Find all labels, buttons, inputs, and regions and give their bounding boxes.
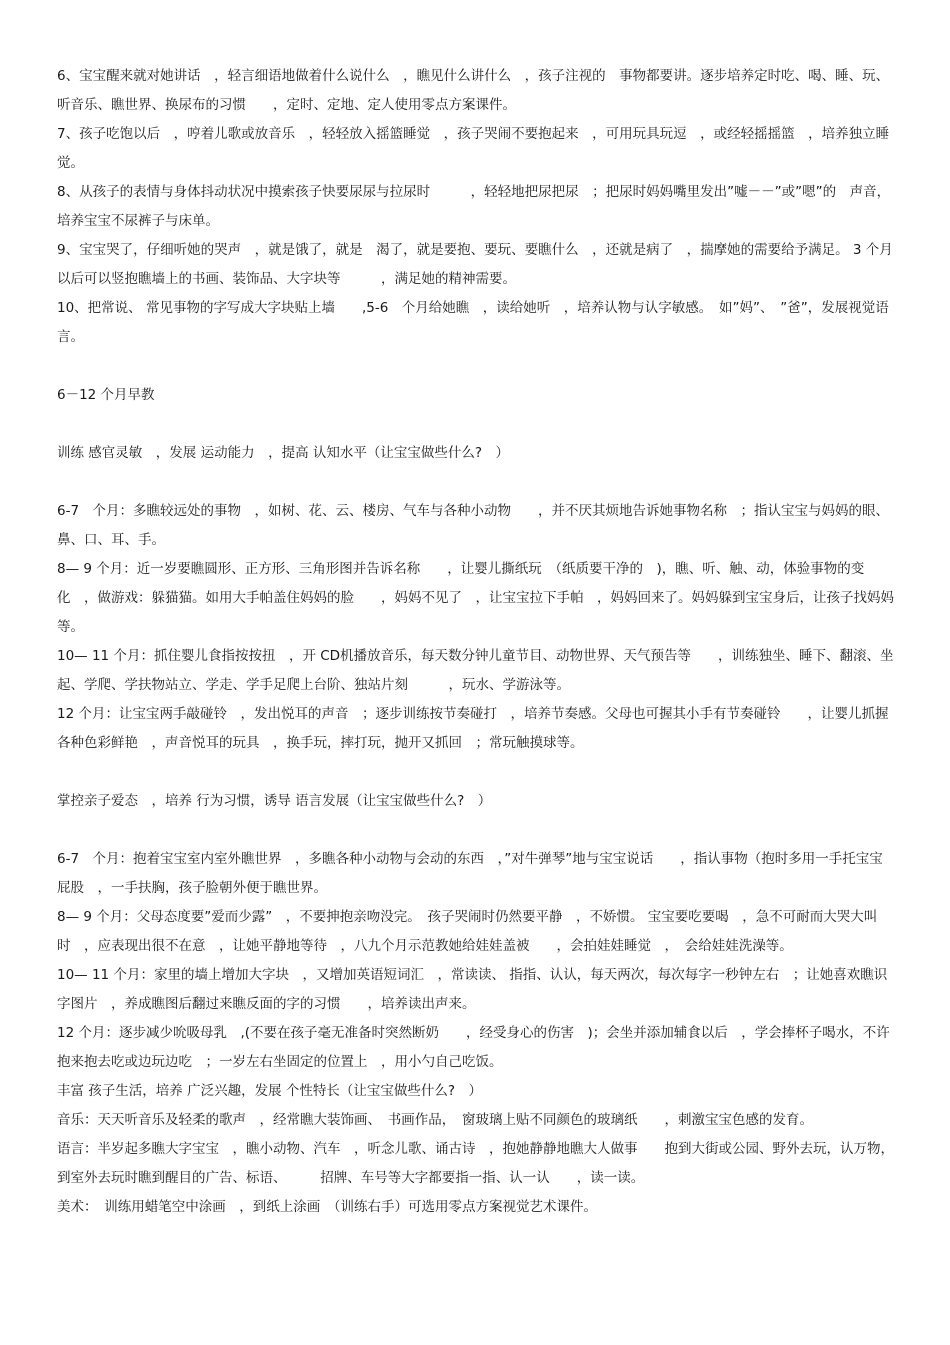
spacer xyxy=(57,410,895,439)
subsection-heading: 丰富 孩子生活，培养 广泛兴趣，发展 个性特长（让宝宝做些什么? ） xyxy=(57,1083,483,1099)
document-page xyxy=(57,62,901,1222)
list-item: 9、宝宝哭了，仔细听她的哭声 ，就是饿了，就是 渴了，就是要抱、要玩、要瞧什么 ，还就是病了 ，揣摩她的需要给予满足。 3 个月以后可以竖抱瞧墙上的书画、装饰品、大字块等 ，满足她的精神需要。 xyxy=(57,242,893,287)
list-item: 美术： 训练用蜡笔空中涂画 ，到纸上涂画 （训练右手）可选用零点方案视觉艺术课件。 xyxy=(57,1199,597,1215)
list-item: 8— 9 个月：父母态度要”爱而少露” ，不要抻抱亲吻没完。 孩子哭闹时仍然要平静 ，不娇惯。 宝宝要吃要喝 ，急不可耐而大哭大叫时 ，应表现出很不在意 ，让她平静地等待 ，八九个月示范教她给娃娃盖被 ，会拍娃娃睡觉 ， 会给娃娃洗澡等。 xyxy=(57,909,878,954)
spacer xyxy=(57,468,895,497)
spacer xyxy=(57,816,895,845)
list-item: 10— 11 个月：家里的墙上增加大字块 ，又增加英语短词汇 ，常读读、 指指、认认，每天两次，每次每字一秒钟左右 ；让她喜欢瞧识字图片 ，养成瞧图后翻过来瞧反面的字的习惯 ，培养读出声来。 xyxy=(57,967,888,1012)
spacer xyxy=(57,758,895,787)
list-item: 12 个月：让宝宝两手敲碰铃 ，发出悦耳的声音 ；逐步训练按节奏碰打 ，培养节奏感。父母也可握其小手有节奏碰铃 ，让婴儿抓握各种色彩鲜艳 ，声音悦耳的玩具 ，换手玩，摔打玩，抛开又抓回 ；常玩触摸球等。 xyxy=(57,706,889,751)
list-item: 音乐：天天听音乐及轻柔的歌声 ，经常瞧大装饰画、 书画作品， 窗玻璃上贴不同颜色的玻璃纸 ，刺激宝宝色感的发育。 xyxy=(57,1112,813,1128)
list-item: 语言：半岁起多瞧大字宝宝 ，瞧小动物、汽车 ，听念儿歌、诵古诗 ，抱她静静地瞧大人做事 抱到大街或公园、野外去玩，认万物， 到室外去玩时瞧到醒目的广告、标语、 招牌、车号等大字都要指一指、认一认 ，读一读。 xyxy=(57,1141,901,1186)
list-item: 6、宝宝醒来就对她讲话 ，轻言细语地做着什么说什么 ，瞧见什么讲什么 ，孩子注视的 事物都要讲。逐步培养定时吃、喝、睡、玩、听音乐、瞧世界、换尿布的习惯 ，定时、定地、定人使用零点方案课件。 xyxy=(57,68,890,113)
list-item: 6-7 个月：多瞧较远处的事物 ，如树、花、云、楼房、气车与各种小动物 ，并不厌其烦地告诉她事物名称 ；指认宝宝与妈妈的眼、鼻、口、耳、手。 xyxy=(57,503,890,548)
list-item: 12 个月：逐步减少吮吸母乳 ,(不要在孩子毫无准备时突然断奶 ，经受身心的伤害 )；会坐并添加辅食以后 ，学会捧杯子喝水，不许抱来抱去吃或边玩边吃 ；一岁左右坐固定的位置上 ，用小勺自己吃饭。 xyxy=(57,1025,890,1070)
section-title: 6－12 个月早教 xyxy=(57,387,155,403)
list-item: 7、孩子吃饱以后 ，哼着儿歌或放音乐 ，轻轻放入摇篮睡觉 ，孩子哭闹不要抱起来 ，可用玩具玩逗 ，或经轻摇摇篮 ，培养独立睡觉。 xyxy=(57,126,890,171)
spacer xyxy=(57,352,895,381)
subsection-heading: 训练 感官灵敏 ，发展 运动能力 ，提高 认知水平（让宝宝做些什么? ） xyxy=(57,445,510,461)
list-item: 8— 9 个月：近一岁要瞧圆形、正方形、三角形图并告诉名称 ，让婴儿撕纸玩 （纸质要干净的 )，瞧、听、触、动，体验事物的变化 ，做游戏：躲猫猫。如用大手帕盖住妈妈的脸 ，妈妈不见了 ，让宝宝拉下手帕 ，妈妈回来了。妈妈躲到宝宝身后，让孩子找妈妈等。 xyxy=(57,561,894,635)
list-item: 8、从孩子的表情与身体抖动状况中摸索孩子快要尿尿与拉尿时 ，轻轻地把尿把尿 ；把尿时妈妈嘴里发出”嘘－－”或”嗯”的 声音，培养宝宝不尿裤子与床单。 xyxy=(57,184,891,229)
list-item: 6-7 个月：抱着宝宝室内室外瞧世界 ，多瞧各种小动物与会动的东西 ，”对牛弹琴”地与宝宝说话 ，指认事物（抱时多用一手托宝宝屁股 ，一手扶胸，孩子脸朝外便于瞧世界。 xyxy=(57,851,883,896)
list-item: 10、把常说、 常见事物的字写成大字块贴上墙 ,5-6 个月给她瞧 ，读给她听 ，培养认物与认字敏感。 如”妈”、 ”爸”，发展视觉语言。 xyxy=(57,300,889,345)
list-item: 10— 11 个月：抓住婴儿食指按按扭 ，开 CD机播放音乐，每天数分钟儿童节目、动物世界、天气预告等 ，训练独坐、睡下、翻滚、坐起、学爬、学扶物站立、学走、学手足爬上台阶、独站片刻 ，玩水、学游泳等。 xyxy=(57,648,894,693)
subsection-heading: 掌控亲子爱态 ，培养 行为习惯，诱导 语言发展（让宝宝做些什么? ） xyxy=(57,793,492,809)
